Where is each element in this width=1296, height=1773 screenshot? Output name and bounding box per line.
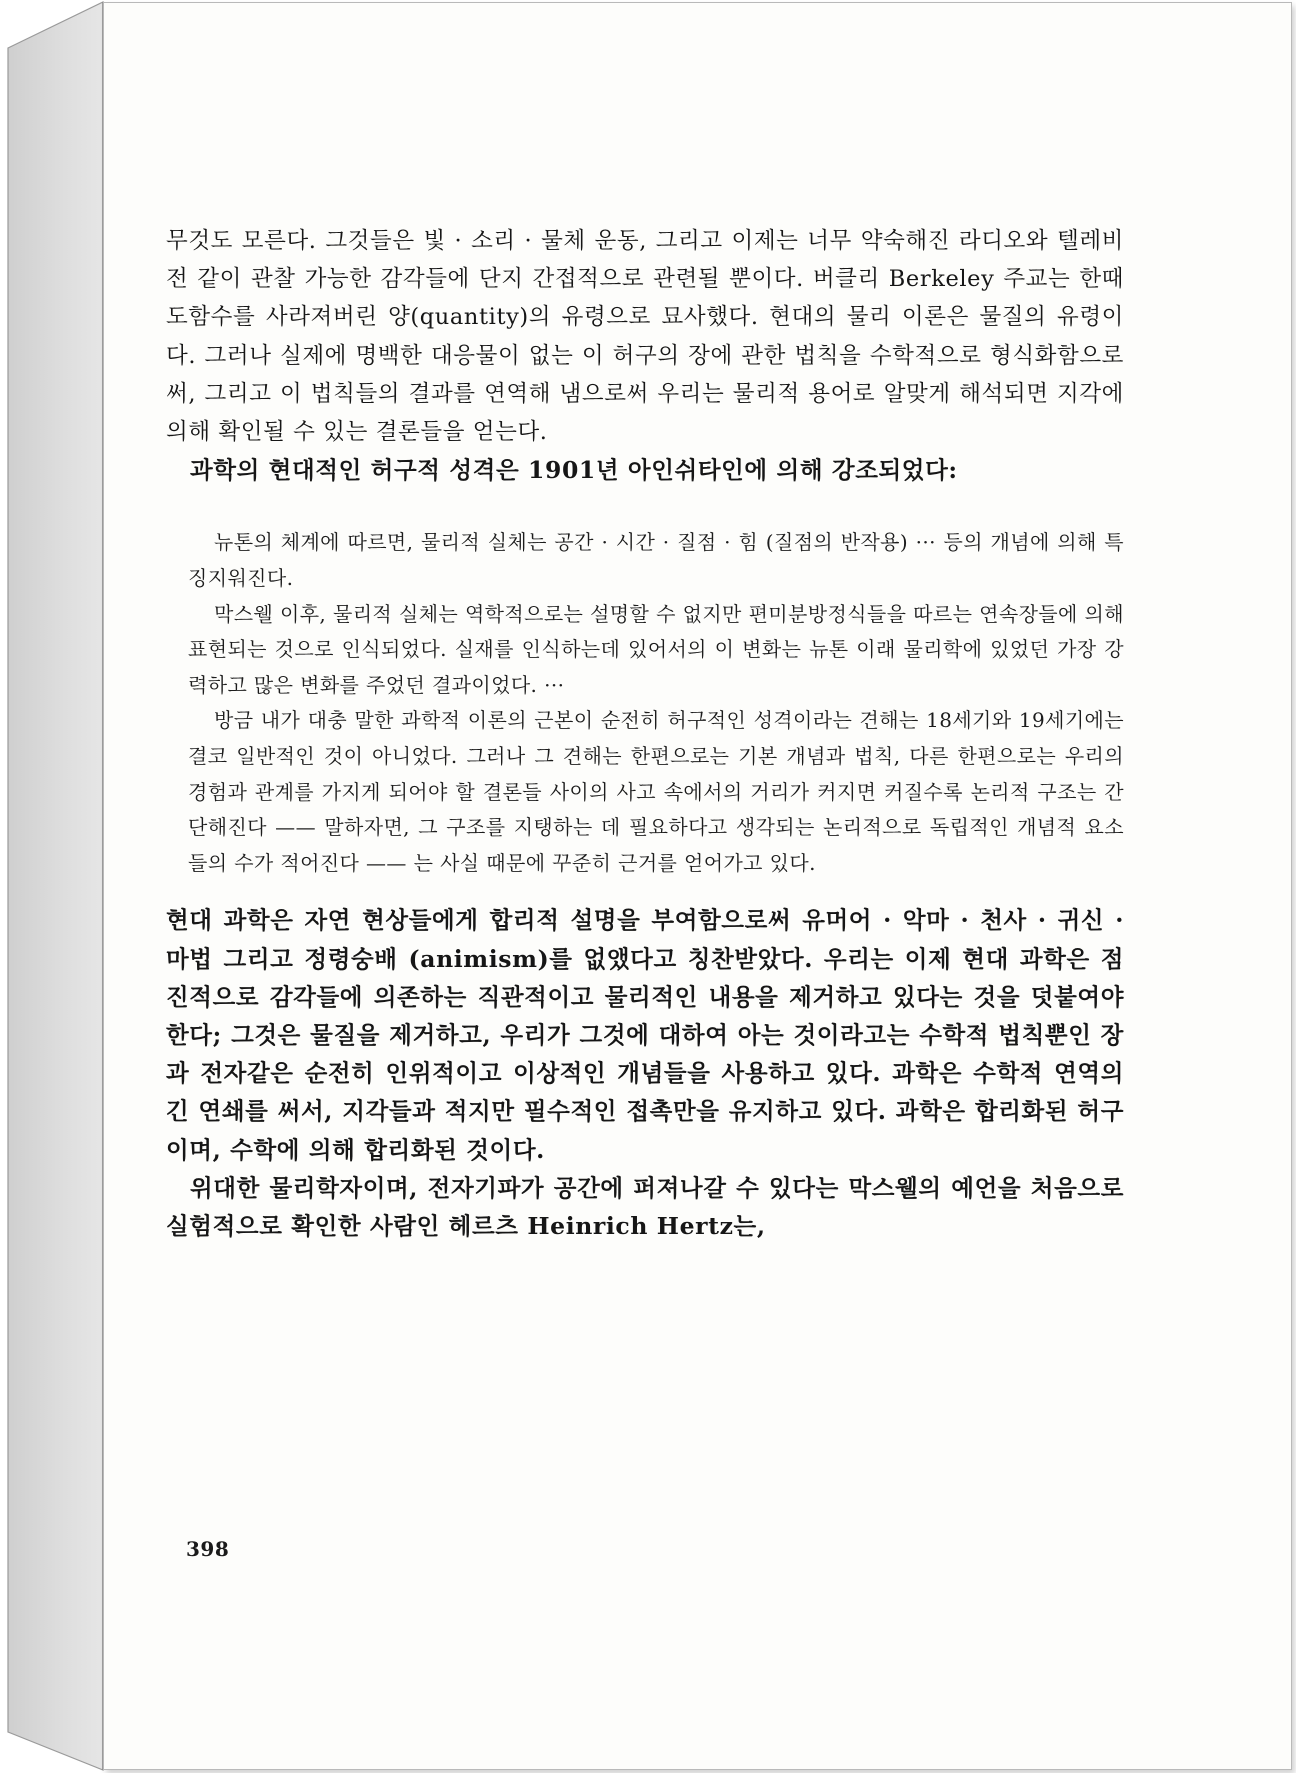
- body-paragraph: 과학의 현대적인 허구적 성격은 1901년 아인쉬타인에 의해 강조되었다:: [190, 456, 958, 485]
- book-spine-shape: [6, 0, 106, 1773]
- quote-paragraph: 뉴톤의 체계에 따르면, 물리적 실체는 공간 · 시간 · 질점 · 힘 (질점의 반작용) ··· 등의 개념에 의해 특징지워진다.: [188, 530, 1124, 591]
- body-paragraph: 무것도 모른다. 그것들은 빛 · 소리 · 물체 운동, 그리고 이제는 너무 약숙해진 라디오와 텔레비전 같이 관찰 가능한 감각들에 단지 간접적으로 관련될 뿐이다. 버클리 Berkeley 주교는 한때 도함수를 사라져버린 양(quantity)의 유령으로 묘사했다. 현대의 물리 이론은 물질의 유령이다. 그러나 실제에 명백한 대응물이 없는 이 허구의 장에 관한 법칙을 수학적으로 형식화함으로써, 그리고 이 법칙들의 결과를 연역해 냄으로써 우리는 물리적 용어로 알맞게 해석되면 지각에 의해 확인될 수 있는 결론들을 얻는다.: [166, 228, 1124, 446]
- block-quote: [188, 525, 1124, 881]
- body-paragraph: 위대한 물리학자이며, 전자기파가 공간에 퍼져나갈 수 있다는 막스웰의 예언을 처음으로 실험적으로 확인한 사람인 헤르츠 Heinrich Hertz는,: [166, 1173, 1124, 1240]
- page-number: 398: [186, 1537, 230, 1561]
- page-body: [166, 222, 1124, 1245]
- body-paragraph: 현대 과학은 자연 현상들에게 합리적 설명을 부여함으로써 유머어 · 악마 · 천사 · 귀신 · 마법 그리고 정령숭배 (animism)를 없앴다고 칭찬받았다. 우리는 이제 현대 과학은 점진적으로 감각들에 의존하는 직관적이고 물리적인 내용을 제거하고 있다는 것을 덧붙여야 한다; 그것은 물질을 제거하고, 우리가 그것에 대하여 아는 것이라고는 수학적 법칙뿐인 장과 전자같은 순전히 인위적이고 이상적인 개념들을 사용하고 있다. 과학은 수학적 연역의 긴 연쇄를 써서, 지각들과 적지만 필수적인 접촉만을 유지하고 있다. 과학은 합리화된 허구이며, 수학에 의해 합리화된 것이다.: [166, 906, 1124, 1164]
- quote-paragraph: 방금 내가 대충 말한 과학적 이론의 근본이 순전히 허구적인 성격이라는 견해는 18세기와 19세기에는 결코 일반적인 것이 아니었다. 그러나 그 견해는 한편으로는 기본 개념과 법칙, 다른 한편으로는 우리의 경험과 관계를 가지게 되어야 할 결론들 사이의 사고 속에서의 거리가 커지면 커질수록 논리적 구조는 간단해진다 —— 말하자면, 그 구조를 지탱하는 데 필요하다고 생각되는 논리적으로 독립적인 개념적 요소들의 수가 적어진다 —— 는 사실 때문에 꾸준히 근거를 얻어가고 있다.: [188, 708, 1124, 875]
- quote-paragraph: 막스웰 이후, 물리적 실체는 역학적으로는 설명할 수 없지만 편미분방정식들을 따르는 연속장들에 의해 표현되는 것으로 인식되었다. 실재를 인식하는데 있어서의 이 변화는 뉴톤 이래 물리학에 있었던 가장 강력하고 많은 변화를 주었던 결과이었다. ···: [188, 601, 1124, 697]
- book-spine: [6, 0, 106, 1773]
